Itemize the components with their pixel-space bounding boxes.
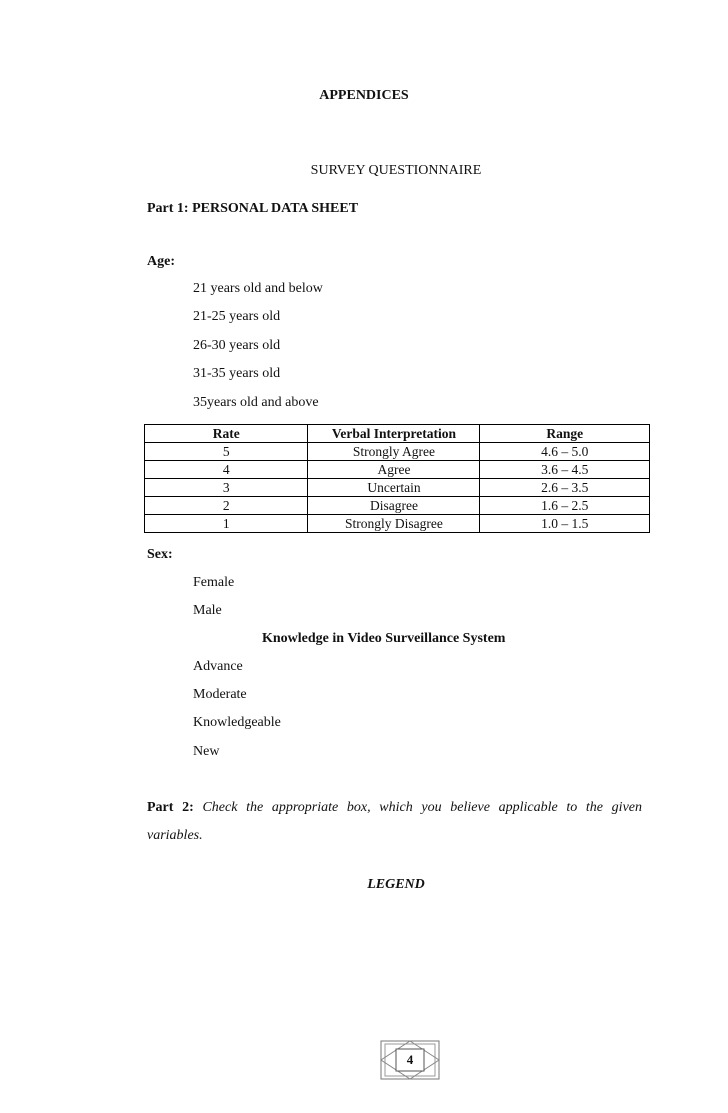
table-row: [145, 497, 650, 515]
range-cell: 1.0 – 1.5: [480, 515, 650, 533]
rate-cell: 3: [145, 479, 308, 497]
part2-instructions: [147, 794, 642, 850]
knowledge-option: Knowledgeable: [193, 715, 281, 730]
range-cell: 2.6 – 3.5: [480, 479, 650, 497]
sex-option: Female: [193, 575, 235, 590]
range-cell: 1.6 – 2.5: [480, 497, 650, 515]
part2-instruction-text: Check the appropriate box, which you believe applicable to the given: [202, 800, 642, 815]
table-row: [145, 515, 650, 533]
header-rate: Rate: [145, 425, 308, 443]
part1-title: Part 1: PERSONAL DATA SHEET: [147, 201, 359, 216]
knowledge-option: New: [193, 744, 220, 759]
age-option: 26-30 years old: [193, 338, 281, 353]
rate-cell: 5: [145, 443, 308, 461]
part2-instruction-continuation: variables.: [147, 828, 203, 843]
age-option: 21-25 years old: [193, 309, 281, 324]
table-header-row: [145, 425, 650, 443]
interpretation-cell: Strongly Disagree: [308, 515, 480, 533]
rate-cell: 2: [145, 497, 308, 515]
sex-option: Male: [193, 603, 222, 618]
knowledge-option: Moderate: [193, 687, 247, 702]
rate-cell: 4: [145, 461, 308, 479]
knowledge-option: Advance: [193, 659, 243, 674]
table-row: [145, 461, 650, 479]
header-verbal-interpretation: Verbal Interpretation: [308, 425, 480, 443]
age-option: 31-35 years old: [193, 366, 281, 381]
range-cell: 4.6 – 5.0: [480, 443, 650, 461]
knowledge-title: Knowledge in Video Surveillance System: [262, 631, 506, 646]
survey-title: SURVEY QUESTIONNAIRE: [310, 163, 482, 178]
header-range: Range: [480, 425, 650, 443]
interpretation-cell: Uncertain: [308, 479, 480, 497]
age-label: Age:: [147, 254, 175, 269]
part2-line-1: [147, 794, 642, 822]
part2-label: Part 2:: [147, 800, 194, 815]
age-option: 35years old and above: [193, 395, 319, 410]
page-number-box: [380, 1040, 440, 1080]
legend-title: LEGEND: [367, 877, 425, 892]
interpretation-cell: Disagree: [308, 497, 480, 515]
page-number: 4: [406, 1052, 414, 1067]
age-option: 21 years old and below: [193, 281, 323, 296]
table-row: [145, 443, 650, 461]
sex-label: Sex:: [147, 547, 173, 562]
interpretation-cell: Strongly Agree: [308, 443, 480, 461]
page-heading: APPENDICES: [319, 88, 409, 103]
rating-scale-table: [144, 424, 650, 533]
range-cell: 3.6 – 4.5: [480, 461, 650, 479]
rate-cell: 1: [145, 515, 308, 533]
table-row: [145, 479, 650, 497]
interpretation-cell: Agree: [308, 461, 480, 479]
